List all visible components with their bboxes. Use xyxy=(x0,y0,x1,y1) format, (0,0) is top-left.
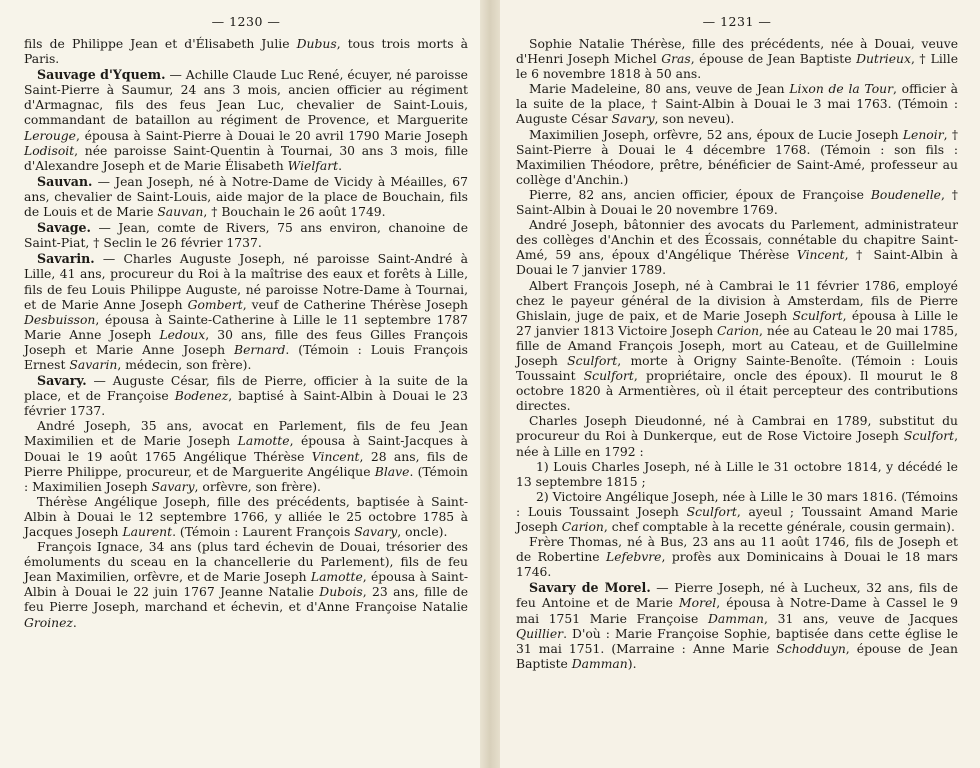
right-paragraph: Marie Madeleine, 80 ans, veuve de Jean Lixon de la Tour, officier à la suite de la place, † Saint-Albin à Douai le 3 mai 1763. (Témoin : Auguste César Savary, son neveu). xyxy=(516,82,958,127)
left-paragraph: Sauvan. — Jean Joseph, né à Notre-Dame de Vicidy à Méailles, 67 ans, chevalier de Saint-Louis, aide major de la place de Bouchain, fils de Louis et de Marie Sauvan, † Bouchain le 26 août 1749. xyxy=(24,173,468,220)
right-paragraph: Maximilien Joseph, orfèvre, 52 ans, époux de Lucie Joseph Lenoir, † Saint-Pierre à Douai le 4 décembre 1768. (Témoin : son fils : Maximilien Théodore, prêtre, bénéficier de Saint-Amé, professeur au collège d'Anchin.) xyxy=(516,127,959,187)
left-paragraph: Savarin. — Charles Auguste Joseph, né paroisse Saint-André à Lille, 41 ans, procureur du Roi à la maîtrise des eaux et forêts à Lille, fils de feu Louis Philippe Auguste, né paroisse Notre-Dame à Tournai, et de Marie Anne Joseph Gombert, veuf de Catherine Thérèse Joseph Desbuisson, épousa à Sainte-Catherine à Lille le 11 septembre 1787 Marie Anne Joseph Ledoux, 30 ans, fille des feus Gilles François Joseph et Marie Anne Joseph Bernard. (Témoin : Louis François Ernest Savarin, médecin, son frère). xyxy=(24,251,468,372)
left-paragraph: Savary. — Auguste César, fils de Pierre, officier à la suite de la place, et de Françoise Bodenez, baptisé à Saint-Albin à Douai le 23 février 1737. xyxy=(24,373,468,419)
right-paragraph: Albert François Joseph, né à Cambrai le 11 février 1786, employé chez le payeur général de la division à Amsterdam, fils de Pierre Ghislain, juge de paix, et de Marie Joseph Sculfort, épousa à Lille le 27 janvier 1813 Victoire Joseph Carion, née au Cateau le 20 mai 1785, fille de Amand François Joseph, mort au Cateau, et de Guillelmine Joseph Sculfort, morte à Origny Sainte-Benoîte. (Témoin : Louis Toussaint Sculfort, propriétaire, oncle des époux). Il mourut le 8 octobre 1820 à Armentières, où il était percepteur des contributions directes. xyxy=(516,278,959,414)
right-paragraph: 2) Victoire Angélique Joseph, née à Lille le 30 mars 1816. (Témoins : Louis Toussaint Joseph Sculfort, ayeul ; Toussaint Amand Marie Joseph Carion, chef comptable à la recette générale, cousin germain). xyxy=(516,489,958,534)
left-paragraph: fils de Philippe Jean et d'Élisabeth Julie Dubus, tous trois morts à Paris. xyxy=(24,37,468,67)
page-number-left: — 1230 — xyxy=(211,14,281,29)
right-paragraph: André Joseph, bâtonnier des avocats du Parlement, administrateur des collèges d'Anchin et des Écossais, connétable du chapitre Saint-Amé, 59 ans, époux d'Angélique Thérèse Vincent, † Saint-Albin à Douai le 7 janvier 1789. xyxy=(516,218,958,278)
right-paragraph: Charles Joseph Dieudonné, né à Cambrai en 1789, substitut du procureur du Roi à Dunkerque, eut de Rose Victoire Joseph Sculfort, née à Lille en 1792 : xyxy=(516,414,958,459)
left-paragraph: Savage. — Jean, comte de Rivers, 75 ans environ, chanoine de Saint-Piat, † Seclin le 26 février 1737. xyxy=(24,220,468,251)
right-paragraph: Savary de Morel. — Pierre Joseph, né à Lucheux, 32 ans, fils de feu Antoine et de Marie Morel, épousa à Notre-Dame à Cassel le 9 mai 1751 Marie Françoise Damman, 31 ans, veuve de Jacques Quillier. D'où : Marie Françoise Sophie, baptisée dans cette église le 31 mai 1751. (Marraine : Anne Marie Schodduyn, épouse de Jean Baptiste Damman). xyxy=(516,580,958,671)
left-paragraph: Sauvage d'Yquem. — Achille Claude Luc René, écuyer, né paroisse Saint-Pierre à Saumur, 24 ans 3 mois, ancien officier au régiment d'Armagnac, fils des feus Jean Luc, chevalier de Saint-Louis, commandant de bataillon au régiment de Provence, et Marguerite Lerouge, épousa à Saint-Pierre à Douai le 20 avril 1790 Marie Joseph Lodisoit, née paroisse Saint-Quentin à Tournai, 30 ans 3 mois, fille d'Alexandre Joseph et de Marie Élisabeth Wielfart. xyxy=(24,67,468,173)
right-paragraph: Pierre, 82 ans, ancien officier, époux de Françoise Boudenelle, † Saint-Albin à Douai le 20 novembre 1769. xyxy=(516,187,958,218)
left-paragraph: François Ignace, 34 ans (plus tard échevin de Douai, trésorier des émoluments du sceau en la chancellerie du Parlement), fils de feu Jean Maximilien, orfèvre, et de Marie Joseph Lamotte, épousa à Saint-Albin à Douai le 22 juin 1767 Jeanne Natalie Dubois, 23 ans, fille de feu Pierre Joseph, marchand et échevin, et d'Anne Françoise Natalie Groinez. xyxy=(24,540,469,630)
right-paragraph: 1) Louis Charles Joseph, né à Lille le 31 octobre 1814, y décédé le 13 septembre 1815 ; xyxy=(516,459,958,489)
left-paragraph: André Joseph, 35 ans, avocat en Parlement, fils de feu Jean Maximilien et de Marie Joseph Lamotte, épousa à Saint-Jacques à Douai le 19 août 1765 Angélique Thérèse Vincent, 28 ans, fils de Pierre Philippe, procureur, et de Marguerite Angélique Blave. (Témoin : Maximilien Joseph Savary, orfèvre, son frère). xyxy=(24,419,469,494)
page-number-right: — 1231 — xyxy=(702,14,772,29)
right-paragraph: Sophie Natalie Thérèse, fille des précédents, née à Douai, veuve d'Henri Joseph Michel Gras, épouse de Jean Baptiste Dutrieux, † Lille le 6 novembre 1818 à 50 ans. xyxy=(516,37,959,82)
right-paragraph: Frère Thomas, né à Bus, 23 ans au 11 août 1746, fils de Joseph et de Robertine Lefebvre, profès aux Dominicains à Douai le 18 mars 1746. xyxy=(516,535,958,580)
book-gutter xyxy=(480,0,500,768)
left-paragraph: Thérèse Angélique Joseph, fille des précédents, baptisée à Saint-Albin à Douai le 12 septembre 1766, y alliée le 25 octobre 1785 à Jacques Joseph Laurent. (Témoin : Laurent François Savary, oncle). xyxy=(24,494,468,539)
left-page-text xyxy=(24,37,468,631)
right-page-text xyxy=(516,37,958,672)
right-page xyxy=(500,0,980,768)
left-page xyxy=(0,0,480,768)
